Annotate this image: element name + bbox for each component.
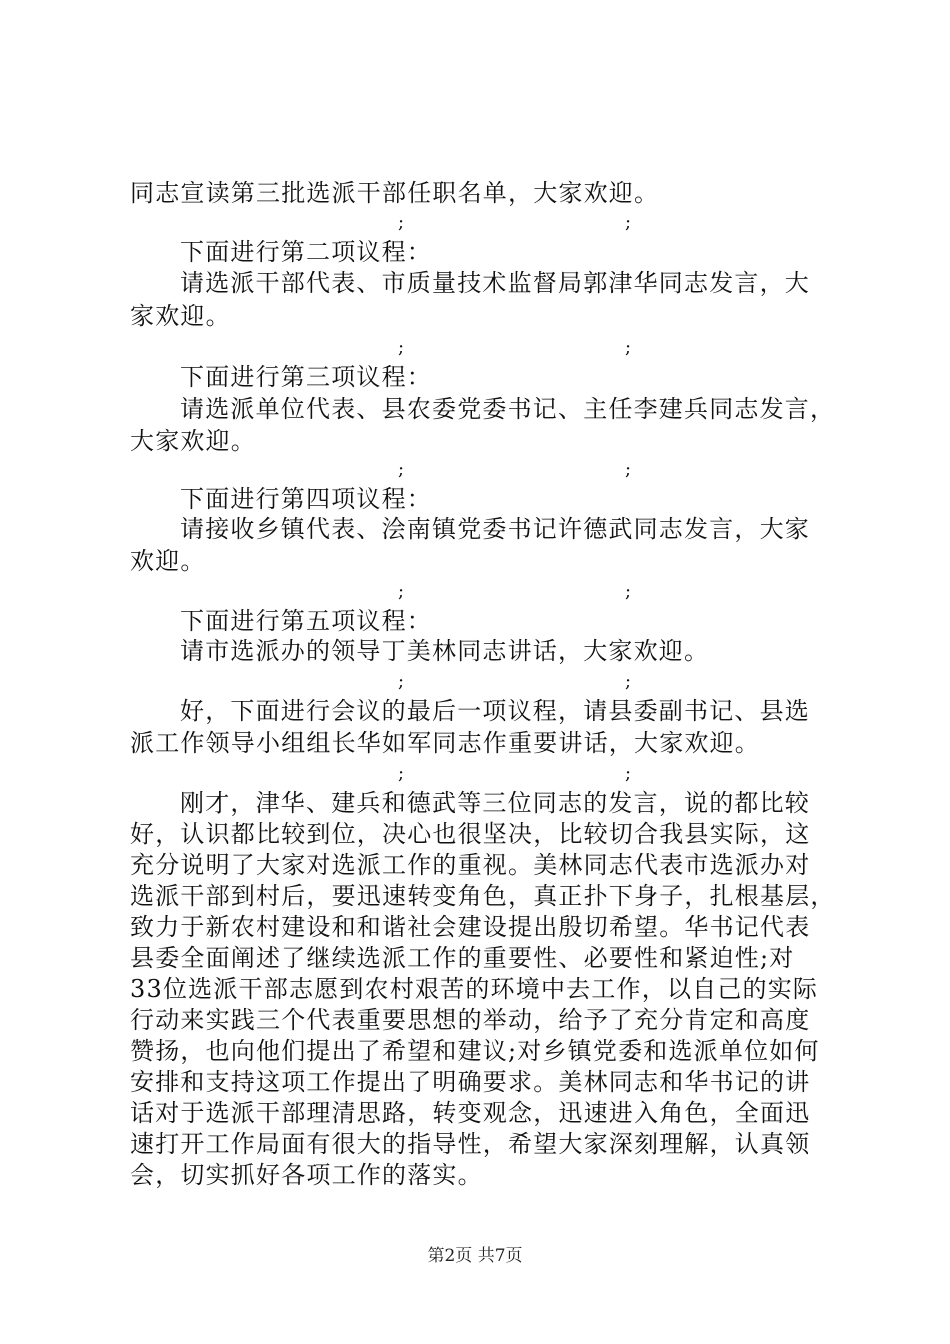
text-line: 好，认识都比较到位，决心也很坚决，比较切合我县实际，这 (130, 820, 811, 848)
text-line: 会，切实抓好各项工作的落实。 (130, 1161, 483, 1189)
text-line: 县委全面阐述了继续选派工作的重要性、必要性和紧迫性;对 (130, 944, 795, 972)
text-line: 派工作领导小组组长华如军同志作重要讲话，大家欢迎。 (130, 729, 760, 757)
text-line: 请接收乡镇代表、浍南镇党委书记许德武同志发言，大家 (180, 515, 810, 543)
text-line: 话对于选派干部理清思路，转变观念，迅速进入角色，全面迅 (130, 1099, 811, 1127)
text-line: 选派干部到村后，要迅速转变角色，真正扑下身子，扎根基层， (130, 882, 836, 910)
agenda-heading: 下面进行第二项议程： (180, 238, 432, 266)
agenda-heading: 下面进行第四项议程： (180, 485, 432, 513)
separator-mark: ; (398, 459, 405, 480)
separator-mark: ; (398, 212, 405, 233)
separator-mark: ; (625, 763, 632, 784)
separator-mark: ; (625, 581, 632, 602)
text-line: 33位选派干部志愿到农村艰苦的环境中去工作，以自己的实际 (130, 975, 819, 1003)
page-footer: 第2页 共7页 (427, 1246, 523, 1266)
text-line: 请市选派办的领导丁美林同志讲话，大家欢迎。 (180, 637, 710, 665)
text-line: 欢迎。 (130, 547, 206, 575)
agenda-heading: 下面进行第三项议程： (180, 363, 432, 391)
text-line: 赞扬，也向他们提出了希望和建议;对乡镇党委和选派单位如何 (130, 1037, 820, 1065)
separator-mark: ; (398, 337, 405, 358)
text-line: 家欢迎。 (130, 302, 231, 330)
text-line: 充分说明了大家对选派工作的重视。美林同志代表市选派办对 (130, 851, 811, 879)
separator-mark: ; (398, 763, 405, 784)
text-line: 致力于新农村建设和和谐社会建设提出殷切希望。华书记代表 (130, 913, 811, 941)
text-line: 大家欢迎。 (130, 427, 256, 455)
separator-mark: ; (625, 459, 632, 480)
separator-mark: ; (625, 212, 632, 233)
text-line: 安排和支持这项工作提出了明确要求。美林同志和华书记的讲 (130, 1068, 811, 1096)
text-line: 请选派单位代表、县农委党委书记、主任李建兵同志发言， (180, 395, 836, 423)
text-line: 刚才，津华、建兵和德武等三位同志的发言，说的都比较 (180, 789, 810, 817)
separator-mark: ; (625, 671, 632, 692)
separator-mark: ; (398, 671, 405, 692)
text-line: 速打开工作局面有很大的指导性，希望大家深刻理解，认真领 (130, 1130, 811, 1158)
agenda-heading: 下面进行第五项议程： (180, 607, 432, 635)
separator-mark: ; (398, 581, 405, 602)
text-line: 同志宣读第三批选派干部任职名单，大家欢迎。 (130, 179, 660, 207)
text-line: 好，下面进行会议的最后一项议程，请县委副书记、县选 (180, 697, 810, 725)
separator-mark: ; (625, 337, 632, 358)
text-line: 请选派干部代表、市质量技术监督局郭津华同志发言，大 (180, 269, 810, 297)
text-line: 行动来实践三个代表重要思想的举动，给予了充分肯定和高度 (130, 1006, 811, 1034)
